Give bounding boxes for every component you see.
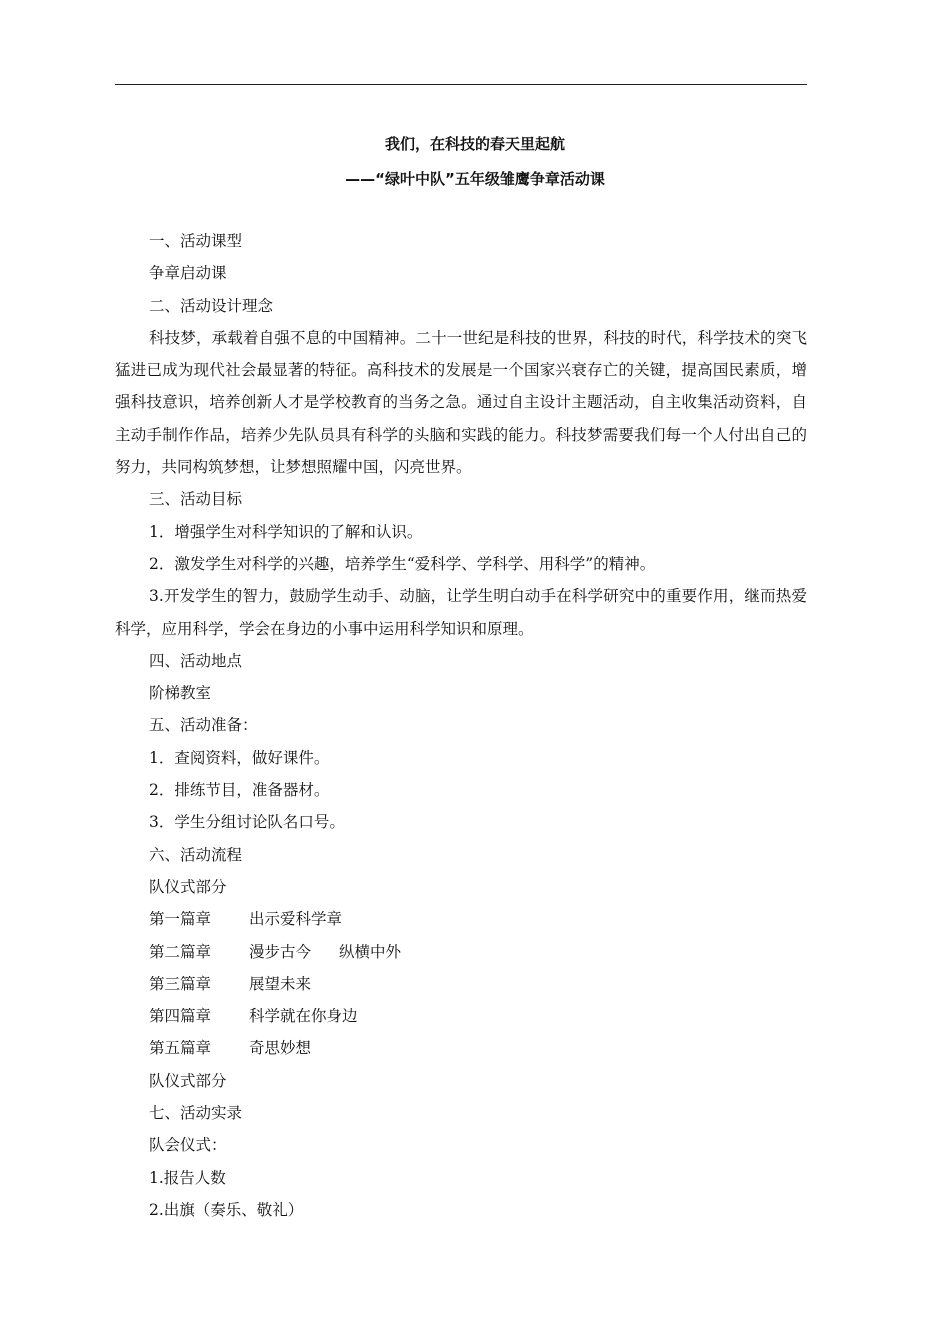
chapter-title: 科学就在你身边 (249, 1007, 358, 1026)
section-heading-goals: 三、活动目标 (149, 490, 243, 509)
document-body (115, 225, 807, 1226)
goal-item-1: 1．增强学生对科学知识的了解和认识。 (149, 522, 423, 541)
section-heading-design-concept: 二、活动设计理念 (149, 296, 274, 315)
chapter-label: 第五篇章 (149, 1039, 212, 1058)
chapter-title: 奇思妙想 (249, 1039, 312, 1058)
section-heading-preparation: 五、活动准备： (149, 716, 258, 735)
preparation-item-1: 1．查阅资料，做好课件。 (149, 748, 330, 767)
ceremony-part-open: 队仪式部分 (149, 877, 227, 896)
section-heading-lesson-type: 一、活动课型 (149, 232, 243, 250)
ceremony-part-close: 队仪式部分 (149, 1071, 227, 1090)
chapter-title: 展望未来 (249, 974, 312, 993)
chapter-row (115, 936, 807, 968)
chapter-row (115, 903, 807, 935)
section-heading-record: 七、活动实录 (149, 1104, 243, 1123)
section-heading-process: 六、活动流程 (149, 845, 243, 864)
document-title: 我们，在科技的春天里起航 (384, 135, 565, 153)
chapter-title: 漫步古今 (249, 942, 312, 961)
preparation-item-3: 3．学生分组讨论队名口号。 (149, 813, 345, 832)
chapter-label: 第三篇章 (149, 974, 212, 993)
chapter-label: 第四篇章 (149, 1007, 212, 1026)
design-concept-paragraph: 科技梦，承载着自强不息的中国精神。二十一世纪是科技的世界，科技的时代，科学技术的突飞猛进已成为现代社会最显著的特征。高科技术的发展是一个国家兴衰存亡的关键，提高国民素质，增强科技意识，培养创新人才是学校教育的当务之急。通过自主设计主题活动，自主收集活动资料，自主动手制作作品，培养少先队员具有科学的头脑和实践的能力。科技梦需要我们每一个人付出自己的努力，共同构筑梦想，让梦想照耀中国，闪亮世界。 (115, 328, 807, 477)
goal-item-3: 3.开发学生的智力，鼓励学生动手、动脑，让学生明白动手在科学研究中的重要作用，继而热爱科学，应用科学，学会在身边的小事中运用科学知识和原理。 (115, 587, 807, 638)
preparation-item-2: 2．排练节目，准备器材。 (149, 781, 330, 800)
chapter-row (115, 1032, 807, 1064)
section-heading-location: 四、活动地点 (149, 651, 243, 670)
location-text: 阶梯教室 (149, 684, 212, 703)
ceremony-step-1: 1.报告人数 (149, 1168, 226, 1187)
chapter-label: 第二篇章 (149, 942, 212, 961)
chapter-row (115, 968, 807, 1000)
goal-item-2: 2．激发学生对科学的兴趣，培养学生“爱科学、学科学、用科学”的精神。 (149, 554, 656, 573)
chapter-label: 第一篇章 (149, 910, 212, 929)
team-meeting-ceremony-label: 队会仪式： (149, 1136, 227, 1155)
chapter-title-secondary: 纵横中外 (339, 942, 402, 961)
ceremony-step-2: 2.出旗（奏乐、敬礼） (149, 1200, 304, 1219)
chapter-row (115, 1000, 807, 1032)
header-rule (115, 84, 807, 85)
lesson-type-text: 争章启动课 (149, 264, 227, 283)
document-subtitle: ——“绿叶中队”五年级雏鹰争章活动课 (345, 170, 605, 188)
chapter-title: 出示爱科学章 (249, 910, 343, 929)
